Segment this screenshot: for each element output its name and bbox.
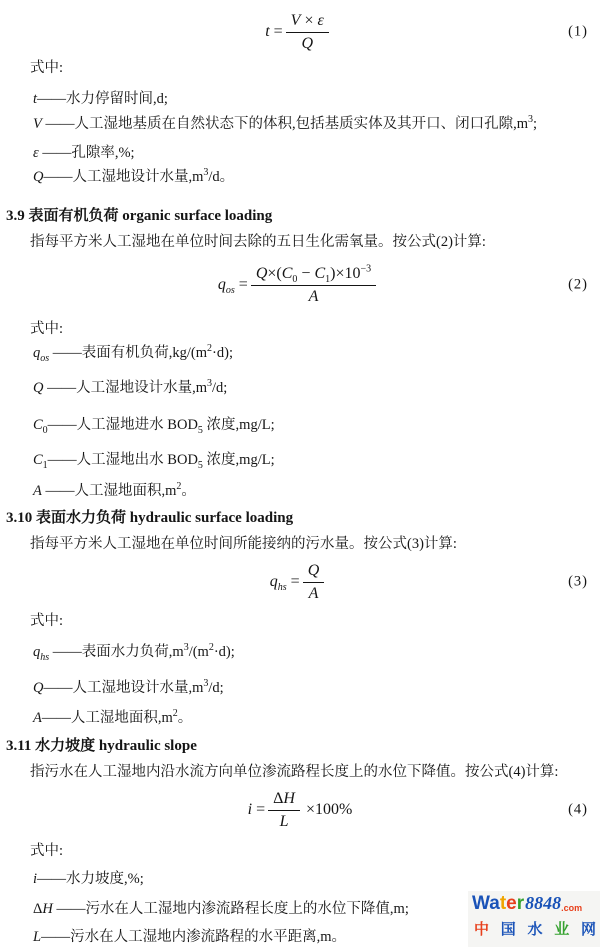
where-label: 式中:	[30, 843, 64, 859]
formula-1	[0, 6, 600, 58]
logo-water-text: Water	[472, 893, 525, 914]
definition-line: V ——人工湿地基质在自然状态下的体积,包括基质实体及其开口、闭口孔隙$,m^3$;	[33, 114, 538, 132]
formula-3-body	[270, 562, 331, 603]
definition-line: Q——人工湿地设计水量$,m^3/d$;	[33, 678, 224, 696]
definition-line: ΔH ——污水在人工湿地内渗流路程长度上的水位下降值,m;	[33, 901, 409, 917]
formula-4-denominator: L	[279, 812, 289, 830]
formula-3-lhs: $q_{hs}$ =	[269, 573, 300, 594]
logo-dotcom-text: .com	[561, 903, 583, 913]
definition-line: $C_0——$人工湿地进水 $BOD_5$ 浓度,mg/L;	[33, 417, 275, 436]
formula-3-fraction	[303, 562, 325, 603]
formula-1-body	[265, 12, 335, 53]
equation-number-1: (1)	[568, 23, 588, 40]
definition-line: $q_{os}$ ——表面有机负荷$,kg/(m^2\cdot d)$;	[33, 343, 233, 364]
formula-4-lhs: i =	[247, 801, 266, 818]
logo-water8848-row	[472, 893, 598, 915]
formula-4	[0, 784, 600, 836]
definition-line: i——水力坡度,%;	[33, 871, 144, 887]
formula-2-body	[218, 265, 382, 306]
formula-3-numerator: Q	[303, 562, 325, 583]
formula-2-fraction	[251, 265, 376, 306]
equation-number-4: (4)	[568, 801, 588, 818]
definition-line: A——人工湿地面积$,m^2$。	[33, 708, 193, 726]
definition-line: L——污水在人工湿地内渗流路程的水平距离,m。	[33, 929, 346, 945]
where-label: 式中:	[30, 60, 64, 76]
formula-1-numerator: V × ε	[286, 12, 329, 33]
logo-8848-text: 8848	[525, 893, 562, 913]
section-heading-3-10: 3.10 表面水力负荷 hydraulic surface loading	[6, 510, 294, 526]
formula-1-fraction	[286, 12, 329, 53]
equation-number-3: (3)	[568, 573, 588, 590]
logo-cn-text: 中 国 水 业 网	[474, 921, 596, 938]
definition-line: Q——人工湿地设计水量$,m^3/d$。	[33, 167, 235, 185]
formula-1-lhs: t =	[265, 23, 283, 40]
formula-4-body	[248, 790, 353, 831]
definition-line: Q ——人工湿地设计水量$,m^3/d$;	[33, 378, 228, 396]
paragraph-3-10: 指每平方米人工湿地在单位时间所能接纳的污水量。按公式(3)计算:	[30, 536, 457, 552]
formula-4-fraction	[268, 790, 300, 831]
definition-line: t——水力停留时间,d;	[33, 91, 168, 107]
paragraph-3-9: 指每平方米人工湿地在单位时间去除的五日生化需氧量。按公式(2)计算:	[30, 234, 486, 250]
section-heading-3-11: 3.11 水力坡度 hydraulic slope	[6, 738, 197, 754]
definition-line: ε ——孔隙率,%;	[33, 145, 135, 161]
where-label: 式中:	[30, 613, 64, 629]
formula-3-denominator: A	[308, 584, 319, 602]
paragraph-3-11: 指污水在人工湿地内沿水流方向单位渗流路程长度上的水位下降值。按公式(4)计算:	[30, 764, 559, 780]
formula-1-denominator: Q	[301, 34, 314, 52]
formula-2	[0, 256, 600, 314]
formula-3	[0, 556, 600, 608]
formula-4-suffix: ×100%	[305, 801, 353, 818]
equation-number-2: (2)	[568, 276, 588, 293]
formula-2-lhs: $q_{os}$ =	[217, 276, 248, 297]
formula-2-denominator: A	[308, 287, 319, 305]
where-label: 式中:	[30, 321, 64, 337]
definition-line: A ——人工湿地面积$,m^2$。	[33, 481, 196, 499]
formula-4-numerator: ΔH	[268, 790, 300, 811]
definition-line: $C_1——$人工湿地出水 $BOD_5$ 浓度,mg/L;	[33, 452, 275, 471]
definition-line: $q_{hs}$ ——表面水力负荷$,m^3/(m^2\cdot d)$;	[33, 642, 235, 663]
section-heading-3-9: 3.9 表面有机负荷 organic surface loading	[6, 208, 273, 224]
watermark-logo	[468, 891, 600, 947]
formula-2-numerator: $Q\times(C_0 - C_1)\times 10^{-3}$	[251, 265, 376, 286]
